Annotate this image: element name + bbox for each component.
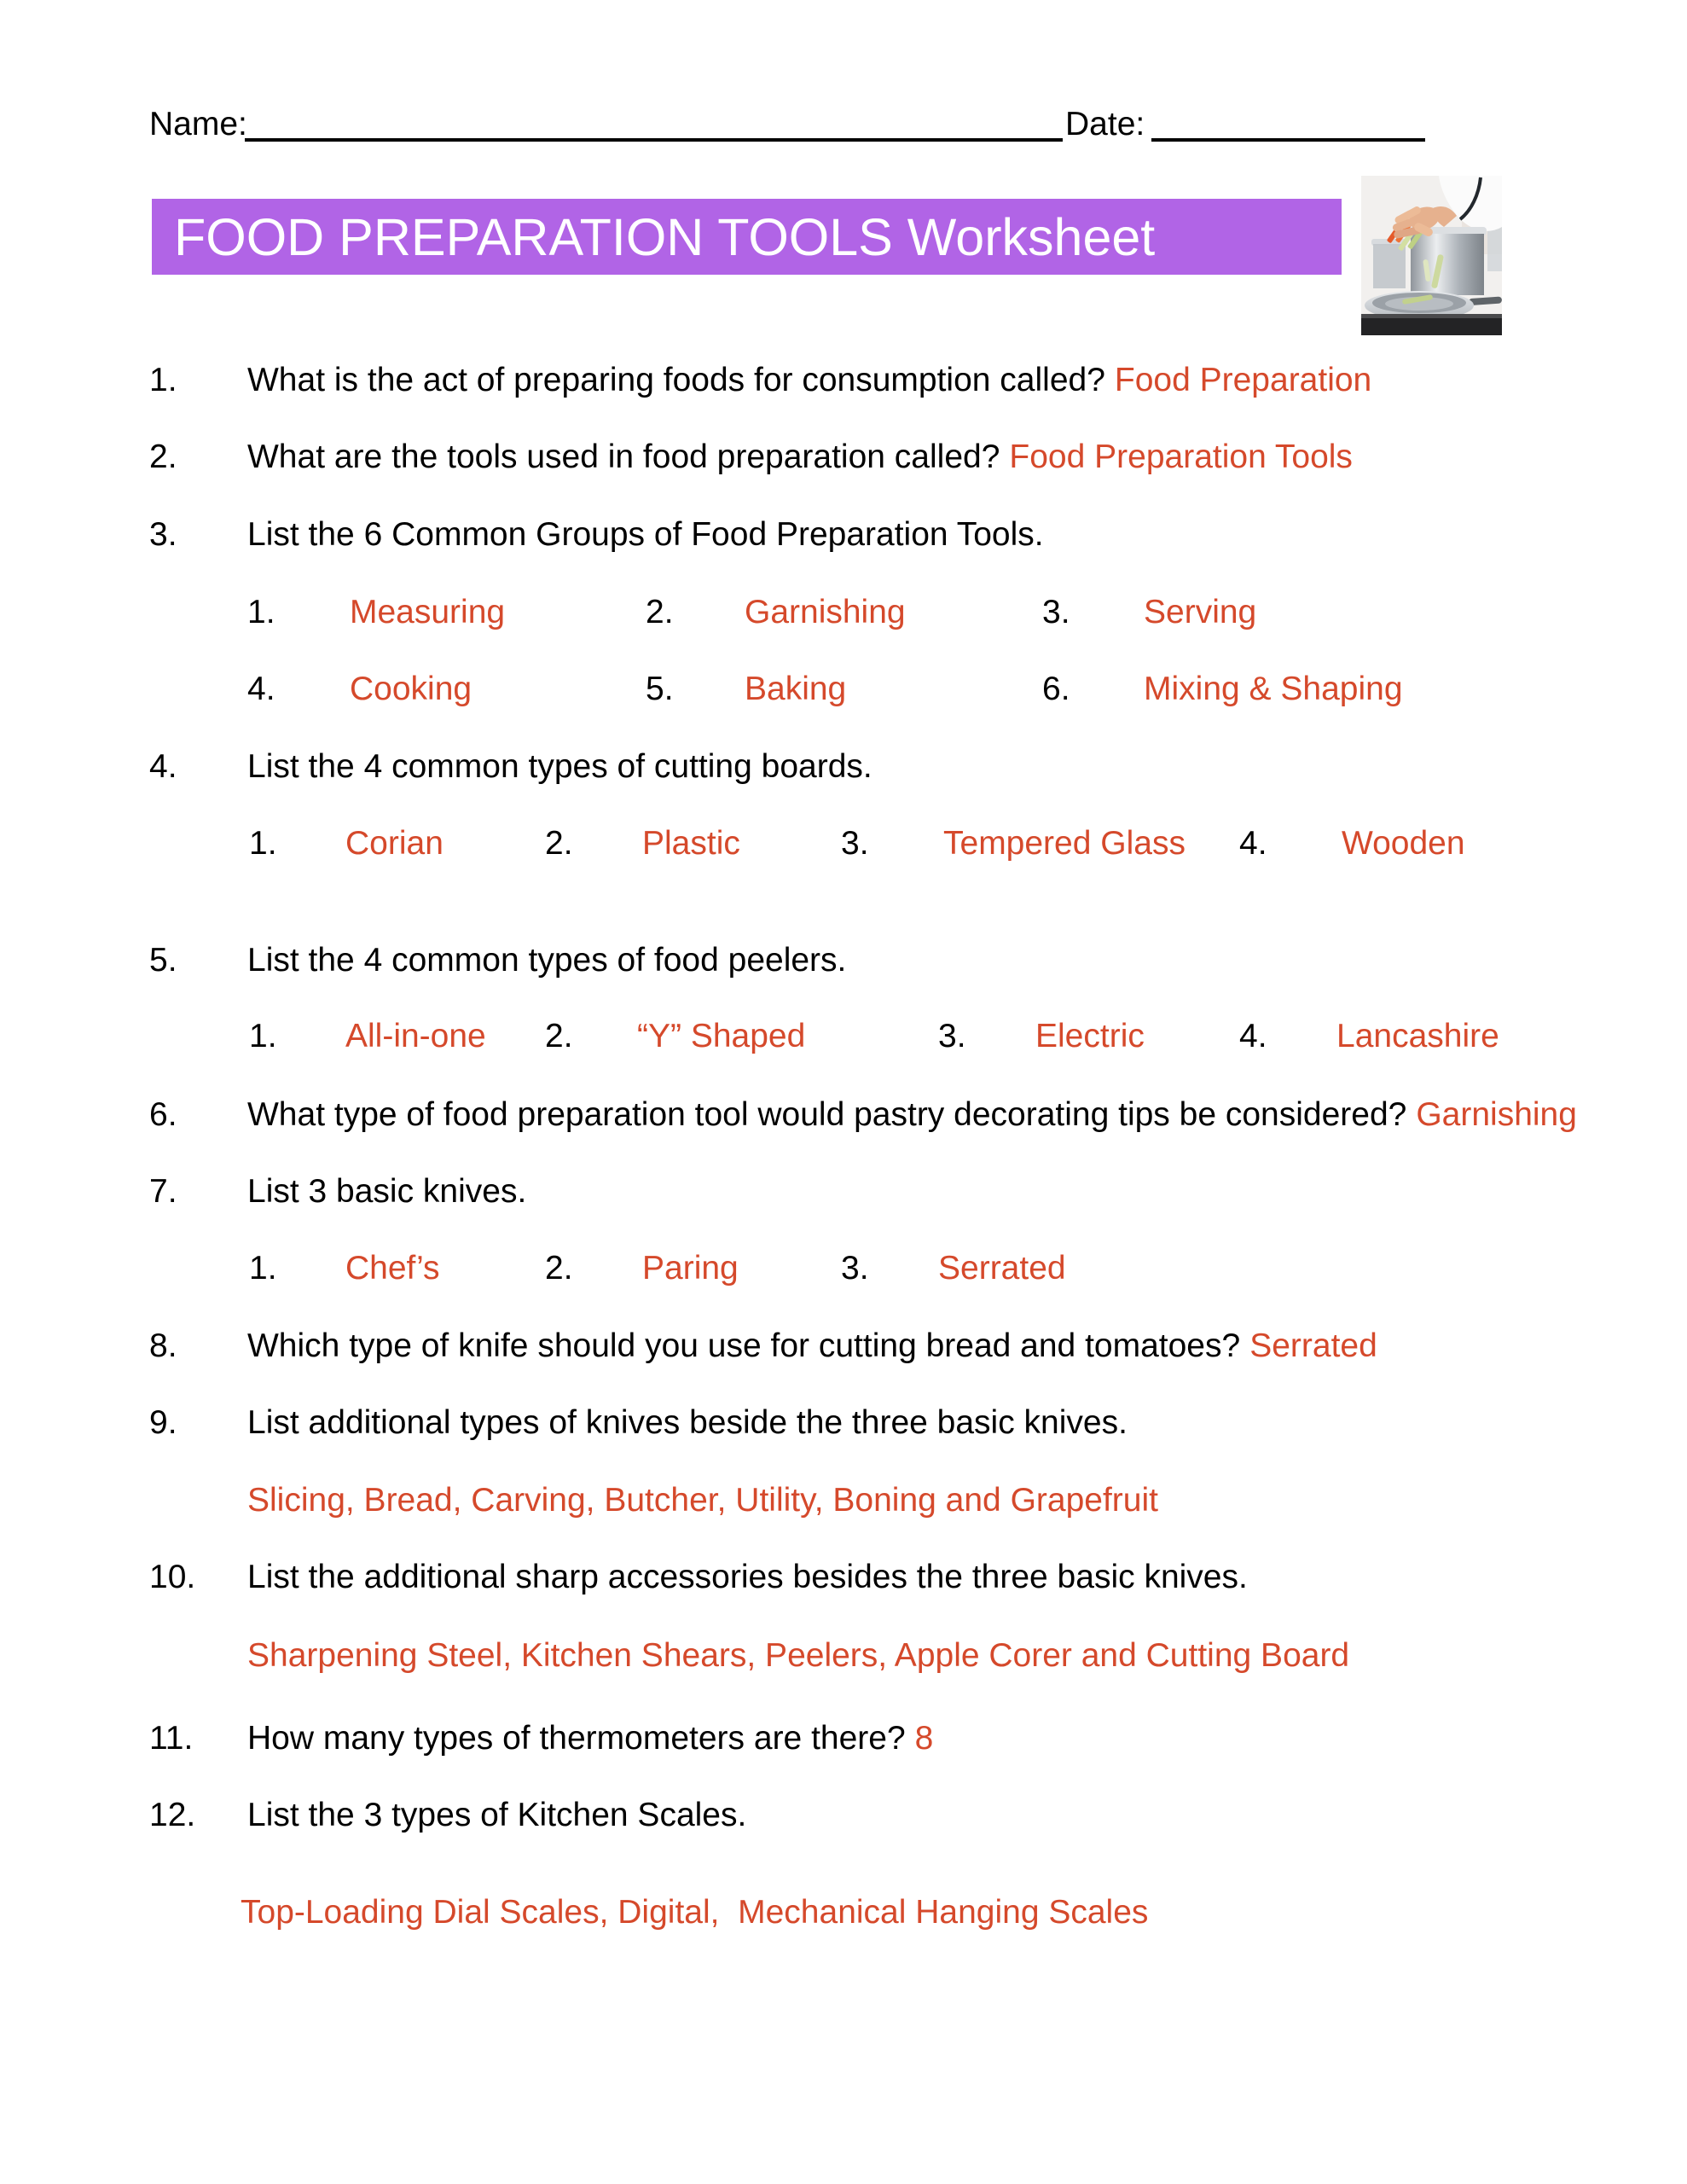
answer-text: Garnishing (1416, 1096, 1577, 1133)
answer-text: Electric (1035, 1018, 1145, 1054)
answer-text: Cooking (350, 671, 472, 707)
question-text: What type of food preparation tool would pastry decorating tips be considered? (247, 1096, 1407, 1133)
question-number: 8. (149, 1327, 177, 1364)
question-11 (149, 1720, 933, 1758)
question-text: List 3 basic knives. (247, 1173, 527, 1210)
answer-text: Mixing & Shaping (1144, 671, 1403, 707)
question-12 (149, 1797, 746, 1835)
answer-number: 1. (249, 1250, 277, 1287)
answer-text: Plastic (642, 825, 740, 862)
answer-line-q9: Slicing, Bread, Carving, Butcher, Utility, Boning and Grapefruit (247, 1482, 1158, 1519)
answer-number: 5. (646, 671, 674, 707)
answer-text: Serving (1144, 594, 1257, 630)
answers-grid-q3-row1 (0, 594, 1687, 636)
answer-number: 1. (249, 825, 277, 862)
question-text: List the 4 common types of cutting boards. (247, 748, 872, 785)
answer-text: All-in-one (345, 1018, 486, 1054)
answer-number: 2. (545, 1018, 573, 1054)
question-2 (149, 439, 1353, 477)
answer-number: 2. (545, 1250, 573, 1287)
question-5 (149, 942, 846, 980)
answer-text: Measuring (350, 594, 506, 630)
question-number: 11. (149, 1720, 194, 1757)
question-number: 10. (149, 1559, 196, 1595)
date-label: Date: (1065, 106, 1145, 142)
answer-text: Serrated (938, 1250, 1066, 1287)
question-3 (149, 516, 1044, 555)
date-blank-line (1151, 138, 1425, 142)
page-title: FOOD PREPARATION TOOLS Worksheet (174, 207, 1156, 266)
answer-text: Corian (345, 825, 443, 862)
question-8 (149, 1327, 1377, 1366)
answer-number: 4. (247, 671, 275, 707)
question-number: 1. (149, 362, 177, 398)
answer-text: “Y” Shaped (637, 1018, 806, 1054)
answer-text: Food Preparation (1114, 362, 1372, 398)
question-7 (149, 1173, 526, 1211)
answer-number: 6. (1042, 671, 1070, 707)
question-1 (149, 362, 1371, 400)
question-number: 3. (149, 516, 177, 553)
question-number: 6. (149, 1096, 177, 1133)
answer-number: 4. (1239, 1018, 1267, 1054)
question-text: List the 6 Common Groups of Food Preparation Tools. (247, 516, 1044, 553)
answer-number: 3. (1042, 594, 1070, 630)
answer-number: 1. (247, 594, 275, 630)
answer-text: 8 (914, 1720, 934, 1757)
answer-number: 3. (841, 825, 869, 862)
answers-grid-q5 (0, 1018, 1687, 1060)
name-label: Name: (149, 106, 247, 142)
answer-text: Tempered Glass (943, 825, 1186, 862)
chef-hand-dropping-vegetables-into-pots-photo (1361, 176, 1502, 335)
question-text: List additional types of knives beside the three basic knives. (247, 1404, 1128, 1441)
question-6 (149, 1096, 1577, 1135)
answer-number: 3. (841, 1250, 869, 1287)
question-number: 9. (149, 1404, 177, 1441)
answer-text: Serrated (1249, 1327, 1377, 1364)
answer-text: Wooden (1342, 825, 1465, 862)
question-text: Which type of knife should you use for cutting bread and tomatoes? (247, 1327, 1241, 1364)
question-10 (149, 1559, 1248, 1597)
question-text: List the 3 types of Kitchen Scales. (247, 1797, 747, 1833)
answer-text: Garnishing (745, 594, 906, 630)
title-banner (152, 199, 1342, 275)
question-number: 4. (149, 748, 177, 785)
answers-grid-q7 (0, 1250, 1687, 1292)
answer-text: Food Preparation Tools (1009, 439, 1353, 475)
question-text: List the additional sharp accessories besides the three basic knives. (247, 1559, 1248, 1595)
question-4 (149, 748, 872, 787)
name-blank-line (245, 138, 1063, 142)
question-number: 7. (149, 1173, 177, 1210)
answer-text: Paring (642, 1250, 739, 1287)
question-number: 2. (149, 439, 177, 475)
question-9 (149, 1404, 1128, 1443)
question-text: What is the act of preparing foods for consumption called? (247, 362, 1105, 398)
question-text: What are the tools used in food preparation called? (247, 439, 1000, 475)
question-number: 5. (149, 942, 177, 979)
question-text: How many types of thermometers are there? (247, 1720, 906, 1757)
answer-line-q10: Sharpening Steel, Kitchen Shears, Peelers, Apple Corer and Cutting Board (247, 1637, 1350, 1674)
answer-text: Baking (745, 671, 847, 707)
answer-number: 2. (545, 825, 573, 862)
answers-grid-q4 (0, 825, 1687, 868)
question-text: List the 4 common types of food peelers. (247, 942, 847, 979)
question-number: 12. (149, 1797, 196, 1833)
answer-number: 3. (938, 1018, 966, 1054)
answer-text: Chef’s (345, 1250, 440, 1287)
answer-number: 2. (646, 594, 674, 630)
answer-number: 1. (249, 1018, 277, 1054)
answers-grid-q3-row2 (0, 671, 1687, 713)
answer-number: 4. (1239, 825, 1267, 862)
answer-text: Lancashire (1336, 1018, 1499, 1054)
answer-line-q12: Top-Loading Dial Scales, Digital, Mechanical Hanging Scales (241, 1894, 1149, 1931)
